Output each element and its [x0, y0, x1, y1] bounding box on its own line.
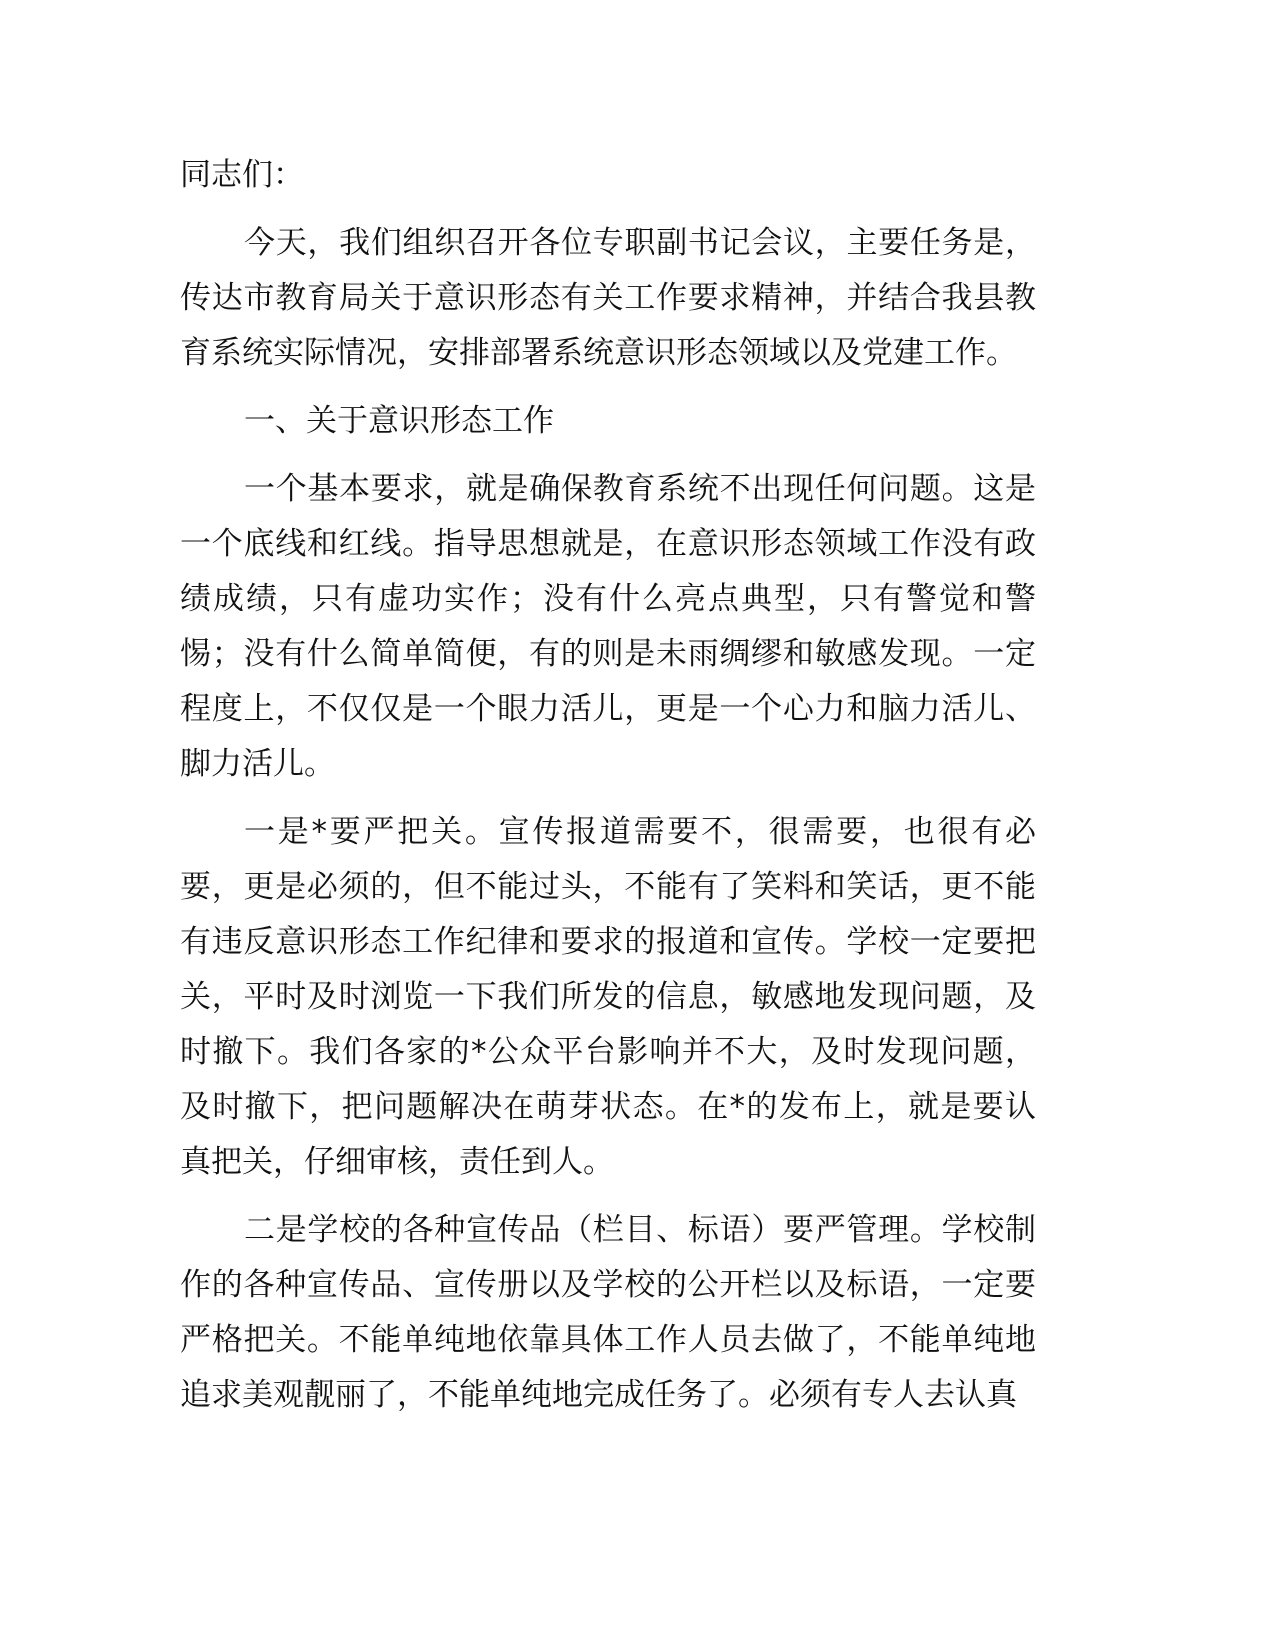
text-line: 育系统实际情况，安排部署系统意识形态领域以及党建工作。	[180, 335, 1017, 371]
text-line: 有违反意识形态工作纪律和要求的报道和宣传。学校一定要把	[180, 924, 1036, 960]
text-line: 一个基本要求，就是确保教育系统不出现任何问题。这是	[244, 471, 1036, 507]
text-line: 时撤下。我们各家的*公众平台影响并不大，及时发现问题，	[180, 1034, 1036, 1070]
text-line: 程度上，不仅仅是一个眼力活儿，更是一个心力和脑力活儿、	[180, 691, 1036, 727]
paragraph	[180, 148, 1036, 203]
text-line: 一、关于意识形态工作	[244, 403, 554, 439]
text-line: 追求美观靓丽了，不能单纯地完成任务了。必须有专人去认真	[180, 1377, 1017, 1413]
text-line: 今天，我们组织召开各位专职副书记会议，主要任务是，	[244, 225, 1036, 261]
paragraph	[180, 1203, 1036, 1423]
document-page	[180, 148, 1036, 1436]
text-line: 要，更是必须的，但不能过头，不能有了笑料和笑话，更不能	[180, 869, 1036, 905]
text-line: 惕；没有什么简单简便，有的则是未雨绸缪和敏感发现。一定	[180, 636, 1036, 672]
paragraph	[180, 462, 1036, 792]
text-line: 脚力活儿。	[180, 746, 335, 782]
text-line: 同志们：	[180, 157, 304, 193]
text-line: 传达市教育局关于意识形态有关工作要求精神，并结合我县教	[180, 280, 1036, 316]
text-line: 作的各种宣传品、宣传册以及学校的公开栏以及标语，一定要	[180, 1267, 1036, 1303]
text-line: 严格把关。不能单纯地依靠具体工作人员去做了，不能单纯地	[180, 1322, 1036, 1358]
text-line: 绩成绩，只有虚功实作；没有什么亮点典型，只有警觉和警	[180, 581, 1036, 617]
text-line: 真把关，仔细审核，责任到人。	[180, 1144, 614, 1180]
text-line: 及时撤下，把问题解决在萌芽状态。在*的发布上，就是要认	[180, 1089, 1036, 1125]
text-line: 二是学校的各种宣传品（栏目、标语）要严管理。学校制	[244, 1212, 1036, 1248]
paragraph	[180, 216, 1036, 381]
text-line: 关，平时及时浏览一下我们所发的信息，敏感地发现问题，及	[180, 979, 1036, 1015]
text-line: 一个底线和红线。指导思想就是，在意识形态领域工作没有政	[180, 526, 1036, 562]
paragraph	[180, 805, 1036, 1190]
text-line: 一是*要严把关。宣传报道需要不，很需要，也很有必	[244, 814, 1036, 850]
paragraph	[180, 394, 1036, 449]
